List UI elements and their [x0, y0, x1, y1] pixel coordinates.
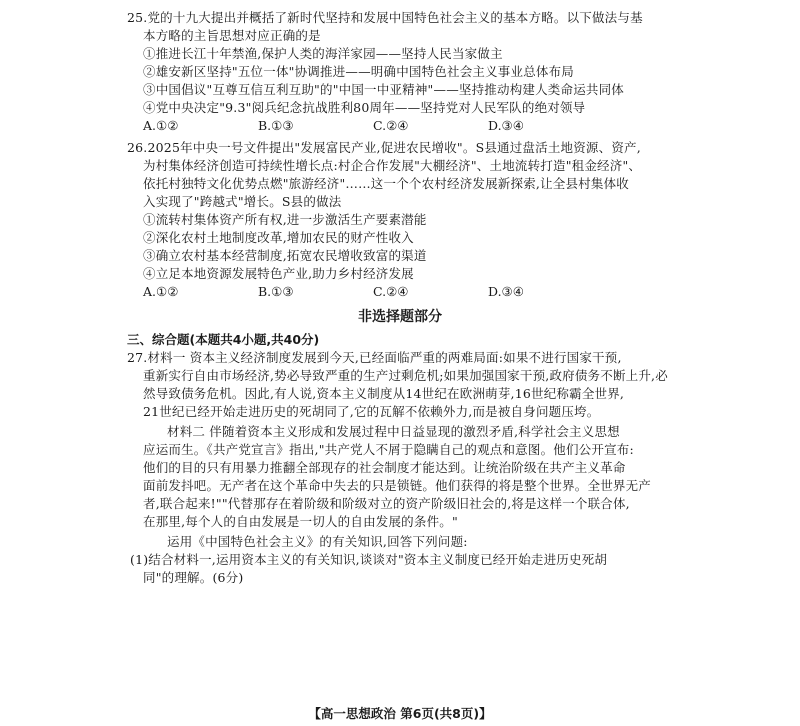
- q26-option-b: B.①③: [258, 284, 294, 299]
- q26-option-c: C.②④: [373, 284, 409, 299]
- q27-material1-line-4: 21世纪已经开始走进历史的死胡同了,它的瓦解不依赖外力,而是被自身问题压垮。: [143, 404, 600, 419]
- q26-option-d: D.③④: [488, 284, 524, 299]
- q26-stem-line-4: 入实现了"跨越式"增长。S县的做法: [143, 194, 342, 209]
- q27-sub1-line-1: (1)结合材料一,运用资本主义的有关知识,谈谈对"资本主义制度已经开始走进历史死胡: [130, 552, 608, 567]
- q26-item-3: ③确立农村基本经营制度,拓宽农民增收致富的渠道: [143, 248, 427, 263]
- q25-option-a: A.①②: [143, 118, 179, 133]
- section-title: 非选择题部分: [358, 309, 442, 325]
- q25-stem-line-1: 25.党的十九大提出并概括了新时代坚持和发展中国特色社会主义的基本方略。以下做法与基: [127, 10, 643, 25]
- q25-stem-line-2: 本方略的主旨思想对应正确的是: [143, 28, 321, 43]
- q25-option-b: B.①③: [258, 118, 294, 133]
- q27-material1-line-1: 27.材料一 资本主义经济制度发展到今天,已经面临严重的两难局面:如果不进行国家干预,: [127, 350, 622, 365]
- q26-stem-line-2: 为村集体经济创造可持续性增长点:村企合作发展"大棚经济"、土地流转打造"租金经济"、: [143, 158, 642, 173]
- q27-material2-line-5: 者,联合起来!""代替那存在着阶级和阶级对立的资产阶级旧社会的,将是这样一个联合体,: [143, 496, 630, 511]
- q26-stem-line-3: 依托村独特文化优势点燃"旅游经济"……这一个个农村经济发展新探索,让全县村集体收: [143, 176, 629, 191]
- q25-item-1: ①推进长江十年禁渔,保护人类的海洋家园——坚持人民当家做主: [143, 46, 503, 61]
- q27-material2-line-3: 他们的目的只有用暴力推翻全部现存的社会制度才能达到。让统治阶级在共产主义革命: [143, 460, 626, 475]
- q25-option-d: D.③④: [488, 118, 524, 133]
- q27-material1-line-2: 重新实行自由市场经济,势必导致严重的生产过剩危机;如果加强国家干预,政府债务不断上升,必: [143, 368, 668, 383]
- q26-option-a: A.①②: [143, 284, 179, 299]
- q27-material2-line-4: 面前发抖吧。无产者在这个革命中失去的只是锁链。他们获得的将是整个世界。全世界无产: [143, 478, 652, 493]
- q26-stem-line-1: 26.2025年中央一号文件提出"发展富民产业,促进农民增收"。S县通过盘活土地资源、资产,: [127, 140, 641, 155]
- q26-item-2: ②深化农村土地制度改革,增加农民的财产性收入: [143, 230, 414, 245]
- q27-material2-line-6: 在那里,每个人的自由发展是一切人的自由发展的条件。": [143, 514, 458, 529]
- q27-material2-line-2: 应运而生。《共产党宣言》指出,"共产党人不屑于隐瞒自己的观点和意图。他们公开宣布:: [143, 442, 634, 457]
- q27-instruction: 运用《中国特色社会主义》的有关知识,回答下列问题:: [167, 534, 468, 549]
- page-footer: 【高一思想政治 第6页(共8页)】: [308, 706, 492, 721]
- q25-item-4: ④党中央决定"9.3"阅兵纪念抗战胜利80周年——坚持党对人民军队的绝对领导: [143, 100, 586, 115]
- q27-sub1-line-2: 同"的理解。(6分): [143, 570, 244, 585]
- q26-item-1: ①流转村集体资产所有权,进一步激活生产要素潜能: [143, 212, 427, 227]
- q26-item-4: ④立足本地资源发展特色产业,助力乡村经济发展: [143, 266, 414, 281]
- q25-option-c: C.②④: [373, 118, 409, 133]
- q25-item-3: ③中国倡议"互尊互信互利互助"的"中国一中亚精神"——坚持推动构建人类命运共同体: [143, 82, 624, 97]
- q27-material1-line-3: 然导致债务危机。因此,有人说,资本主义制度从14世纪在欧洲萌芽,16世纪称霸全世界,: [143, 386, 625, 401]
- q25-item-2: ②雄安新区坚持"五位一体"协调推进——明确中国特色社会主义事业总体布局: [143, 64, 575, 79]
- section-heading-text: 三、综合题(本题共4小题,共40分): [127, 332, 320, 347]
- q27-material2-line-1: 材料二 伴随着资本主义形成和发展过程中日益显现的激烈矛盾,科学社会主义思想: [167, 424, 620, 439]
- section-heading: [127, 330, 319, 348]
